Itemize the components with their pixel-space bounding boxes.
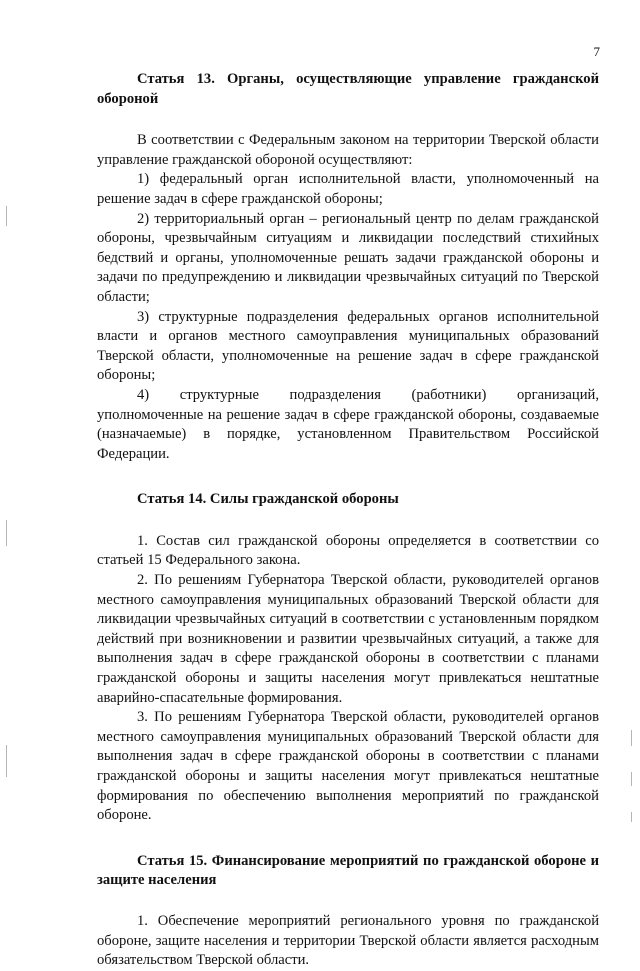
article-13-item-1: 1) федеральный орган исполнительной власти, уполномоченный на решение задач в сфере гражданской обороны; (97, 171, 599, 207)
scan-artifact-left-2 (6, 520, 7, 546)
scan-artifact-left-3 (6, 745, 7, 777)
scan-artifact-right-3 (631, 812, 632, 822)
article-13 (97, 70, 599, 464)
article-14 (97, 490, 599, 826)
page-number: 7 (593, 44, 600, 59)
article-15-heading: Статья 15. Финансирование мероприятий по гражданской обороне и защите населения (97, 852, 599, 889)
article-14-item-1: 1. Состав сил гражданской обороны определяется в соответствии со статьей 15 Федерального закона. (97, 532, 599, 569)
scan-artifact-right-1 (631, 730, 632, 746)
article-14-heading: Статья 14. Силы гражданской обороны (137, 491, 399, 508)
article-13-item-3: 3) структурные подразделения федеральных органов исполнительной власти и органов местного самоуправления муниципальных образований Тверской области, уполномоченные на решение задач в сфере гражданской обороны; (97, 308, 599, 384)
article-13-item-4: 4) структурные подразделения (работники) организаций, уполномоченные на решение задач в сфере гражданской обороны, создаваемые (назначаемые) в порядке, установленном Правительством Российской Федерации. (97, 386, 599, 462)
article-14-item-3: 3. По решениям Губернатора Тверской области, руководителей органов местного самоуправления муниципальных образований Тверской области для выполнения задач в сфере гражданской обороны в соответствии с планами гражданской обороны и защиты населения могут привлекаться нештатные формирования по обеспечению выполнения мероприятий по гражданской обороне. (97, 709, 599, 824)
scan-artifact-left-1 (6, 206, 7, 226)
article-15 (97, 852, 599, 971)
article-15-item-1: 1. Обеспечение мероприятий регионального уровня по гражданской обороне, защите населения и территории Тверской области является расходным обязательством Тверской области. (97, 912, 599, 969)
article-13-intro: В соответствии с Федеральным законом на территории Тверской области управление гражданской обороной осуществляют: (97, 132, 599, 168)
article-14-item-2: 2. По решениям Губернатора Тверской области, руководителей органов местного самоуправления муниципальных образований Тверской области для ликвидации чрезвычайных ситуаций в соответствии с установленным порядком действий при возникновении и развитии чрезвычайных ситуаций, а также для выполнения задач в сфере гражданской обороны в соответствии с планами гражданской обороны и защиты населения могут привлекаться нештатные аварийно-спасательные формирования. (97, 572, 599, 706)
document-body (97, 70, 599, 971)
scan-artifact-right-2 (631, 772, 632, 786)
article-13-item-2: 2) территориальный орган – региональный центр по делам гражданской обороны, чрезвычайным ситуациям и ликвидации последствий стихийных бедствий и органы, уполномоченные решать задачи гражданской обороны и задачи по предупреждению и ликвидации чрезвычайных ситуаций по Тверской области; (97, 210, 599, 305)
article-13-heading: Статья 13. Органы, осуществляющие управление гражданской обороной (97, 71, 599, 107)
